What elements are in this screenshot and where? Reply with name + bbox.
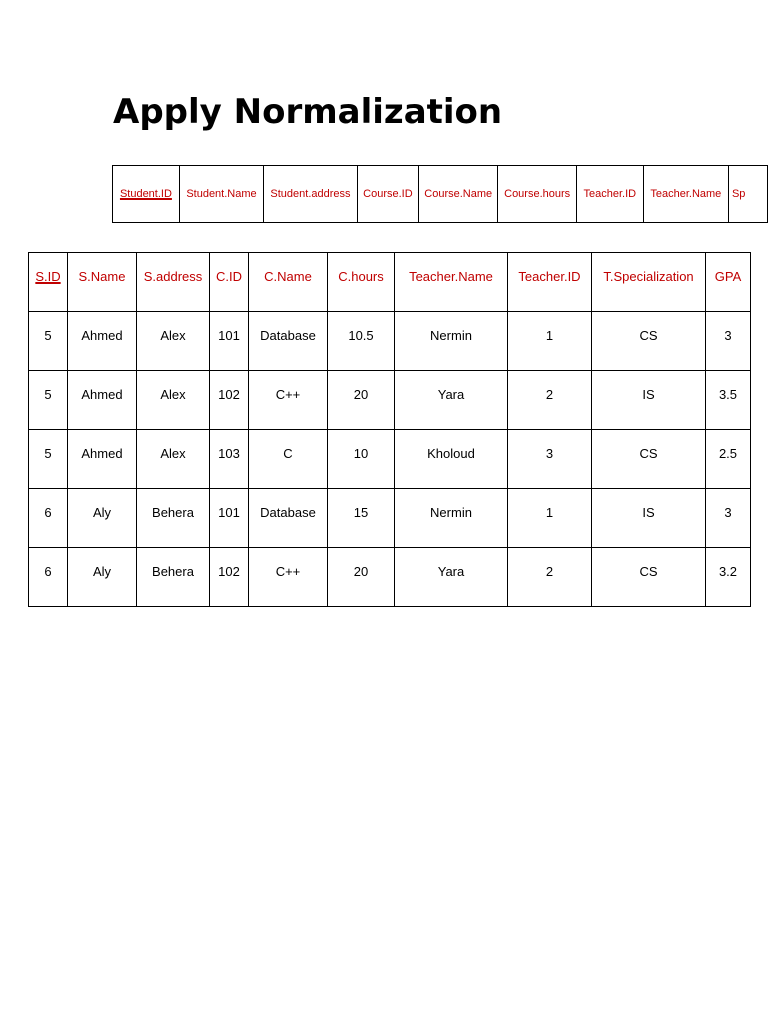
page-title: Apply Normalization bbox=[113, 92, 503, 132]
schema-cell-teacher-name bbox=[643, 166, 728, 223]
table-cell: CS bbox=[592, 312, 706, 371]
schema-table-container bbox=[112, 165, 768, 225]
schema-cell-course-hours bbox=[498, 166, 576, 223]
table-cell: 3.5 bbox=[706, 371, 751, 430]
table-cell: 102 bbox=[210, 371, 249, 430]
table-cell: Database bbox=[249, 489, 328, 548]
schema-cell-course-id bbox=[357, 166, 418, 223]
schema-label: Course.Name bbox=[424, 188, 493, 200]
schema-label: Teacher.Name bbox=[650, 188, 722, 200]
column-header-c-name: C.Name bbox=[249, 253, 328, 312]
table-cell: C++ bbox=[249, 548, 328, 607]
table-cell: 20 bbox=[328, 371, 395, 430]
table-cell: Aly bbox=[68, 489, 137, 548]
schema-cell-student-id bbox=[113, 166, 180, 223]
table-cell: 5 bbox=[29, 371, 68, 430]
column-header-teacher-name: Teacher.Name bbox=[395, 253, 508, 312]
table-cell: IS bbox=[592, 489, 706, 548]
table-cell: 101 bbox=[210, 489, 249, 548]
schema-label: Student.ID bbox=[119, 188, 172, 200]
column-header-s-address: S.address bbox=[137, 253, 210, 312]
column-header-c-id: C.ID bbox=[210, 253, 249, 312]
schema-cell-student-name bbox=[179, 166, 263, 223]
table-row bbox=[29, 489, 751, 548]
table-cell: Ahmed bbox=[68, 312, 137, 371]
table-cell: 2 bbox=[508, 371, 592, 430]
schema-label: Course.hours bbox=[504, 188, 571, 200]
schema-cell-course-name bbox=[419, 166, 498, 223]
table-cell: C bbox=[249, 430, 328, 489]
column-header-gpa: GPA bbox=[706, 253, 751, 312]
table-cell: Aly bbox=[68, 548, 137, 607]
table-cell: 6 bbox=[29, 548, 68, 607]
table-cell: 5 bbox=[29, 430, 68, 489]
schema-cell-specialization bbox=[728, 166, 767, 223]
table-cell: Kholoud bbox=[395, 430, 508, 489]
table-cell: 5 bbox=[29, 312, 68, 371]
table-row bbox=[29, 548, 751, 607]
table-cell: 10 bbox=[328, 430, 395, 489]
table-cell: 3.2 bbox=[706, 548, 751, 607]
table-cell: Alex bbox=[137, 430, 210, 489]
table-cell: IS bbox=[592, 371, 706, 430]
schema-cell-student-address bbox=[264, 166, 358, 223]
table-cell: Yara bbox=[395, 548, 508, 607]
header-row bbox=[29, 253, 751, 312]
table-cell: Ahmed bbox=[68, 371, 137, 430]
table-cell: 1 bbox=[508, 312, 592, 371]
column-header-teacher-id: Teacher.ID bbox=[508, 253, 592, 312]
table-cell: 101 bbox=[210, 312, 249, 371]
schema-cell-teacher-id bbox=[576, 166, 643, 223]
table-cell: C++ bbox=[249, 371, 328, 430]
column-header-s-id bbox=[29, 253, 68, 312]
schema-label: Student.Name bbox=[186, 188, 257, 200]
table-cell: Nermin bbox=[395, 489, 508, 548]
column-header-t-specialization: T.Specialization bbox=[592, 253, 706, 312]
table-cell: 2 bbox=[508, 548, 592, 607]
table-cell: 20 bbox=[328, 548, 395, 607]
table-row bbox=[29, 312, 751, 371]
schema-label: Course.ID bbox=[363, 188, 413, 200]
table-cell: Behera bbox=[137, 489, 210, 548]
table-cell: Database bbox=[249, 312, 328, 371]
data-table bbox=[28, 252, 751, 607]
table-cell: 15 bbox=[328, 489, 395, 548]
table-cell: CS bbox=[592, 548, 706, 607]
table-cell: 103 bbox=[210, 430, 249, 489]
table-row bbox=[29, 430, 751, 489]
table-row bbox=[29, 371, 751, 430]
table-cell: 3 bbox=[706, 489, 751, 548]
schema-label: Teacher.ID bbox=[583, 188, 637, 200]
table-cell: Alex bbox=[137, 371, 210, 430]
table-cell: 102 bbox=[210, 548, 249, 607]
table-cell: 2.5 bbox=[706, 430, 751, 489]
schema-label: Sp bbox=[731, 188, 746, 200]
table-cell: Behera bbox=[137, 548, 210, 607]
schema-row bbox=[113, 166, 768, 223]
schema-table bbox=[112, 165, 768, 223]
schema-label: Student.address bbox=[270, 188, 351, 200]
table-cell: Alex bbox=[137, 312, 210, 371]
table-cell: CS bbox=[592, 430, 706, 489]
table-cell: 6 bbox=[29, 489, 68, 548]
table-cell: Ahmed bbox=[68, 430, 137, 489]
column-header-s-name: S.Name bbox=[68, 253, 137, 312]
table-cell: Nermin bbox=[395, 312, 508, 371]
table-cell: 1 bbox=[508, 489, 592, 548]
table-cell: Yara bbox=[395, 371, 508, 430]
table-cell: 10.5 bbox=[328, 312, 395, 371]
table-cell: 3 bbox=[508, 430, 592, 489]
column-header-c-hours: C.hours bbox=[328, 253, 395, 312]
column-header-label: S.ID bbox=[35, 269, 61, 284]
table-cell: 3 bbox=[706, 312, 751, 371]
